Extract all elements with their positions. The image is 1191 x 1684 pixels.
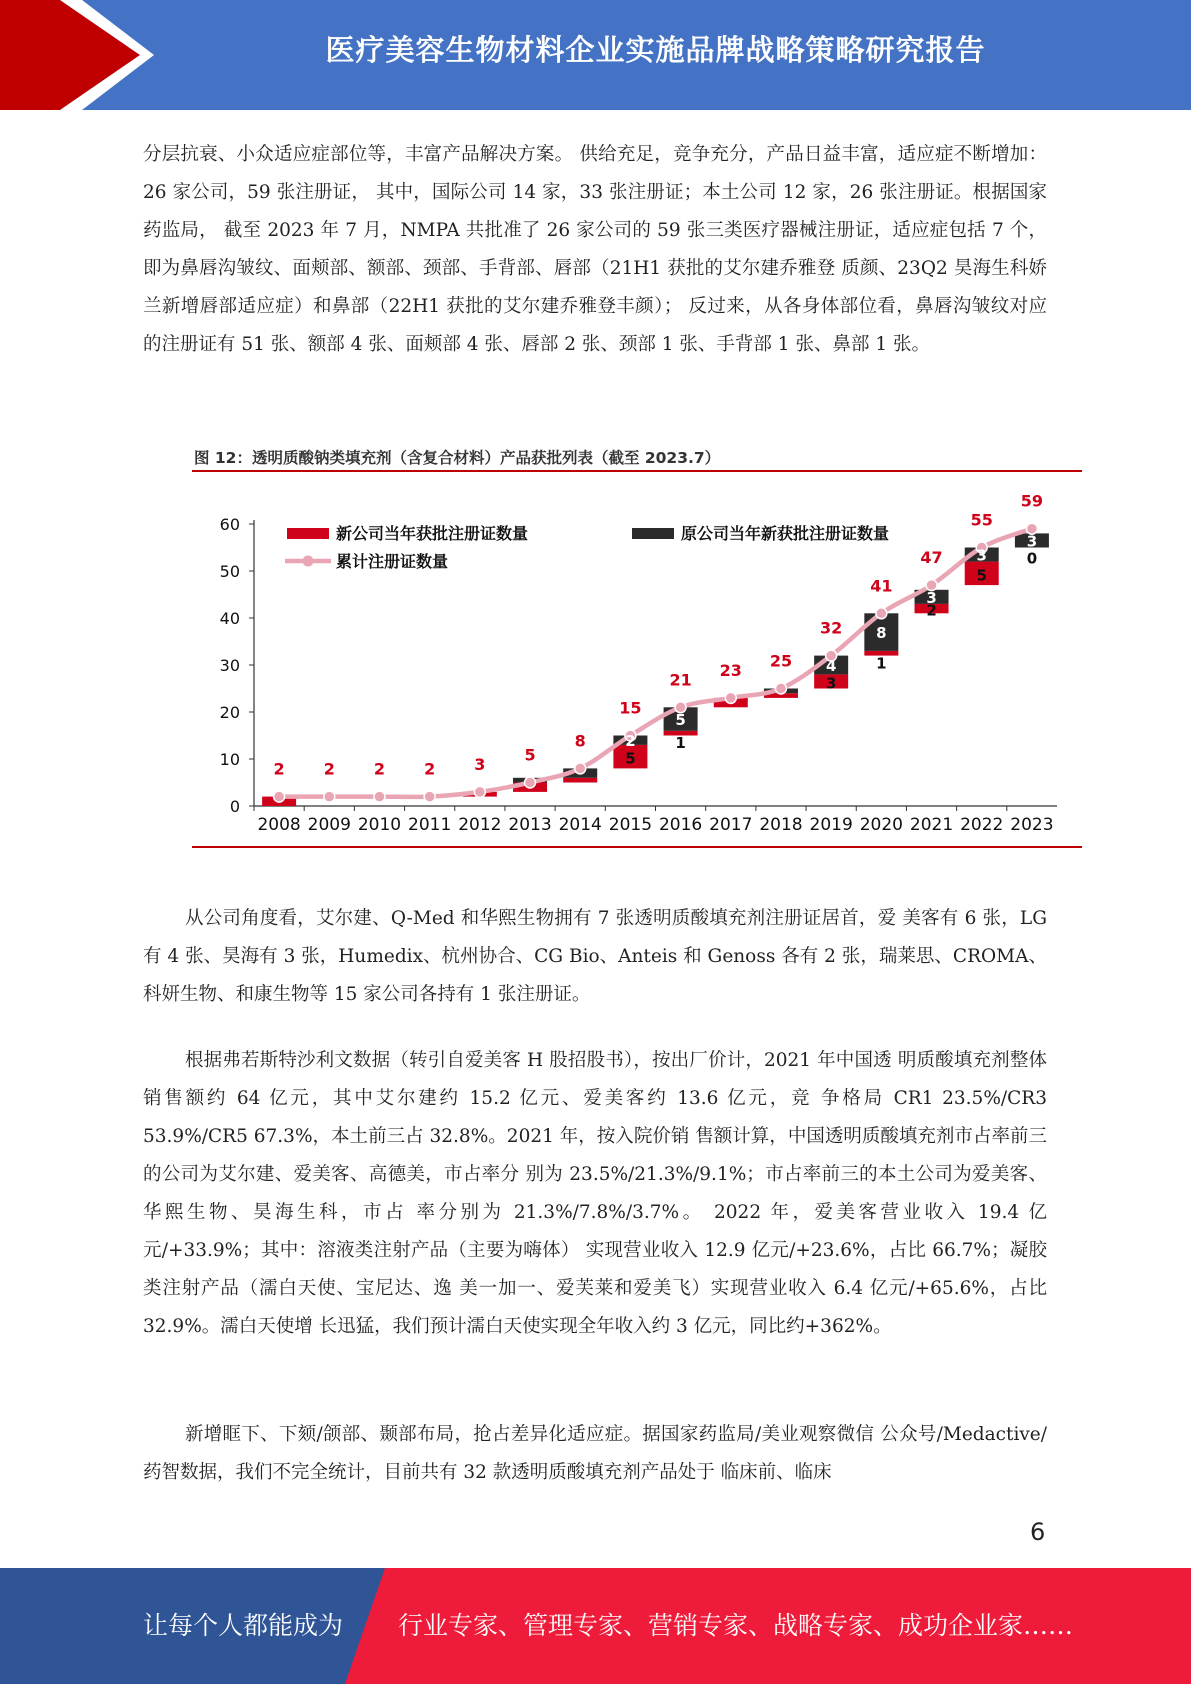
header-arrow-icon	[0, 0, 160, 110]
paragraph-3	[143, 1042, 1047, 1346]
point-cumulative	[374, 791, 385, 802]
x-tick-label: 2013	[508, 815, 552, 835]
legend-label-existing-company: 原公司当年新获批注册证数量	[681, 524, 890, 543]
data-label-new-company: 0	[1026, 549, 1038, 568]
x-tick-label: 2016	[658, 815, 703, 835]
data-label-new-company: 1	[675, 734, 686, 753]
figure-12	[192, 432, 1082, 850]
data-label-existing-company: 3	[1026, 532, 1038, 551]
data-label-new-company: 1	[876, 654, 887, 673]
data-label-cumulative: 3	[474, 754, 486, 774]
data-label-existing-company: 3	[976, 546, 987, 565]
point-cumulative	[274, 791, 285, 802]
y-tick-label: 50	[219, 562, 240, 581]
x-tick-label: 2019	[809, 815, 853, 835]
data-label-new-company: 5	[625, 749, 636, 768]
data-label-cumulative: 32	[820, 618, 843, 638]
footer-slogan-left: 让每个人都能成为	[143, 1611, 344, 1640]
approval-chart	[192, 472, 1082, 842]
y-tick-label: 30	[219, 656, 240, 675]
data-label-cumulative: 23	[719, 660, 742, 680]
figure-title: 图 12：透明质酸钠类填充剂（含复合材料）产品获批列表（截至 2023.7）	[194, 449, 721, 467]
x-tick-label: 2021	[909, 815, 954, 835]
y-tick-label: 10	[219, 750, 240, 769]
point-cumulative	[324, 791, 335, 802]
x-tick-label: 2011	[408, 815, 452, 835]
paragraph-text: 从公司角度看，艾尔建、Q-Med 和华熙生物拥有 7 张透明质酸填充剂注册证居首，爱 美客有 6 张，LG 有 4 张、昊海有 3 张，Humedix、杭州协合、CG Bio、Anteis 和 Genoss 各有 2 张，瑞莱思、CROMA、科妍生物、和康生物等 15 家公司各持有 1 张注册证。	[143, 908, 1047, 1005]
legend-marker-cumulative	[303, 556, 314, 567]
legend-swatch-new-company	[287, 528, 329, 539]
paragraph-text: 新增眶下、下颏/颌部、颞部布局，抢占差异化适应症。据国家药监局/美业观察微信 公众号/Medactive/药智数据，我们不完全统计，目前共有 32 款透明质酸填充剂产品处于 临床前、临床	[143, 1424, 1047, 1483]
y-tick-label: 60	[219, 515, 240, 534]
data-label-cumulative: 5	[524, 745, 536, 765]
x-tick-label: 2022	[960, 815, 1004, 835]
legend-label-cumulative: 累计注册证数量	[336, 552, 449, 571]
data-label-existing-company: 2	[625, 732, 636, 751]
x-tick-label: 2023	[1010, 815, 1054, 835]
legend-label-new-company: 新公司当年获批注册证数量	[336, 524, 529, 543]
data-label-cumulative: 55	[970, 510, 993, 530]
point-cumulative	[575, 763, 586, 774]
report-title: 医疗美容生物材料企业实施品牌战略策略研究报告	[325, 33, 986, 67]
footer-slogan-right: 行业专家、管理专家、营销专家、战略专家、成功企业家……	[398, 1611, 1074, 1640]
point-cumulative	[725, 692, 736, 703]
paragraph-2	[143, 900, 1047, 1014]
point-cumulative	[775, 683, 786, 694]
page-footer	[0, 1568, 1191, 1684]
x-tick-label: 2018	[759, 815, 803, 835]
paragraph-4	[143, 1416, 1047, 1492]
figure-bottom-rule	[192, 846, 1082, 848]
y-tick-label: 40	[219, 609, 240, 628]
data-label-existing-company: 4	[825, 657, 837, 675]
x-tick-label: 2017	[709, 815, 753, 835]
data-label-existing-company: 5	[675, 711, 686, 730]
y-tick-label: 20	[219, 703, 240, 722]
x-tick-label: 2020	[859, 815, 903, 835]
point-cumulative	[876, 608, 887, 619]
data-label-cumulative: 2	[323, 759, 335, 779]
paragraph-text: 根据弗若斯特沙利文数据（转引自爱美客 H 股招股书），按出厂价计，2021 年中国透 明质酸填充剂整体销售额约 64 亿元，其中艾尔建约 15.2 亿元、爱美客约 13.6 亿元，竞 争格局 CR1 23.5%/CR3 53.9%/CR5 67.3%，本土前三占 32.8%。2021 年，按入院价销 售额计算，中国透明质酸填充剂市占率前三的公司为艾尔建、爱美客、高德美，市占率分 别为 23.5%/21.3%/9.1%；市占率前三的本土公司为爱美客、华熙生物、昊海生科，市占 率分别为 21.3%/7.8%/3.7%。 2022 年，爱美客营业收入 19.4 亿元/+33.9%；其中：溶液类注射产品（主要为嗨体） 实现营业收入 12.9 亿元/+23.6%，占比 66.7%；凝胶类注射产品（濡白天使、宝尼达、逸 美一加一、爱芙莱和爱美飞）实现营业收入 6.4 亿元/+65.6%，占比 32.9%。濡白天使增 长迅猛，我们预计濡白天使实现全年收入约 3 亿元，同比约+362%。	[143, 1050, 1047, 1337]
data-label-new-company: 3	[825, 674, 837, 693]
x-tick-label: 2012	[458, 815, 502, 835]
page-header	[0, 0, 1191, 110]
page-number: 6	[1030, 1518, 1046, 1546]
data-label-cumulative: 47	[920, 548, 943, 568]
data-label-new-company: 5	[976, 566, 987, 585]
point-cumulative	[474, 786, 485, 797]
data-label-cumulative: 2	[373, 759, 386, 779]
data-label-cumulative: 2	[273, 759, 285, 779]
x-tick-label: 2015	[608, 815, 653, 835]
data-label-cumulative: 59	[1020, 491, 1044, 511]
data-label-cumulative: 8	[574, 731, 586, 751]
x-tick-label: 2014	[558, 815, 602, 835]
data-label-cumulative: 41	[870, 576, 893, 596]
x-tick-label: 2010	[357, 815, 402, 835]
data-label-cumulative: 21	[669, 670, 692, 690]
paragraph-1	[143, 136, 1047, 364]
x-tick-label: 2009	[307, 815, 351, 835]
data-label-cumulative: 15	[619, 698, 642, 718]
paragraph-text: 分层抗衰、小众适应症部位等，丰富产品解决方案。 供给充足，竞争充分，产品日益丰富，适应症不断增加：26 家公司，59 张注册证， 其中，国际公司 14 家，33 张注册证；本土公司 12 家，26 张注册证。根据国家药监局， 截至 2023 年 7 月，NMPA 共批准了 26 家公司的 59 张三类医疗器械注册证，适应症包括 7 个，即为鼻唇沟皱纹、面颊部、额部、颈部、手背部、唇部（21H1 获批的艾尔建乔雅登 质颜、23Q2 昊海生科娇兰新增唇部适应症）和鼻部（22H1 获批的艾尔建乔雅登丰颜）； 反过来，从各身体部位看，鼻唇沟皱纹对应的注册证有 51 张、额部 4 张、面颊部 4 张、唇部 2 张、颈部 1 张、手背部 1 张、鼻部 1 张。	[143, 144, 1047, 355]
x-tick-label: 2008	[257, 815, 301, 835]
bar-new-company	[563, 778, 597, 783]
data-label-cumulative: 25	[769, 651, 793, 671]
data-label-cumulative: 2	[424, 759, 436, 779]
y-tick-label: 0	[229, 797, 240, 816]
point-cumulative	[525, 777, 536, 788]
point-cumulative	[424, 791, 435, 802]
legend-swatch-existing-company	[632, 528, 674, 539]
data-label-new-company: 2	[926, 601, 937, 620]
data-label-existing-company: 8	[876, 624, 887, 643]
data-label-existing-company: 3	[926, 588, 937, 607]
